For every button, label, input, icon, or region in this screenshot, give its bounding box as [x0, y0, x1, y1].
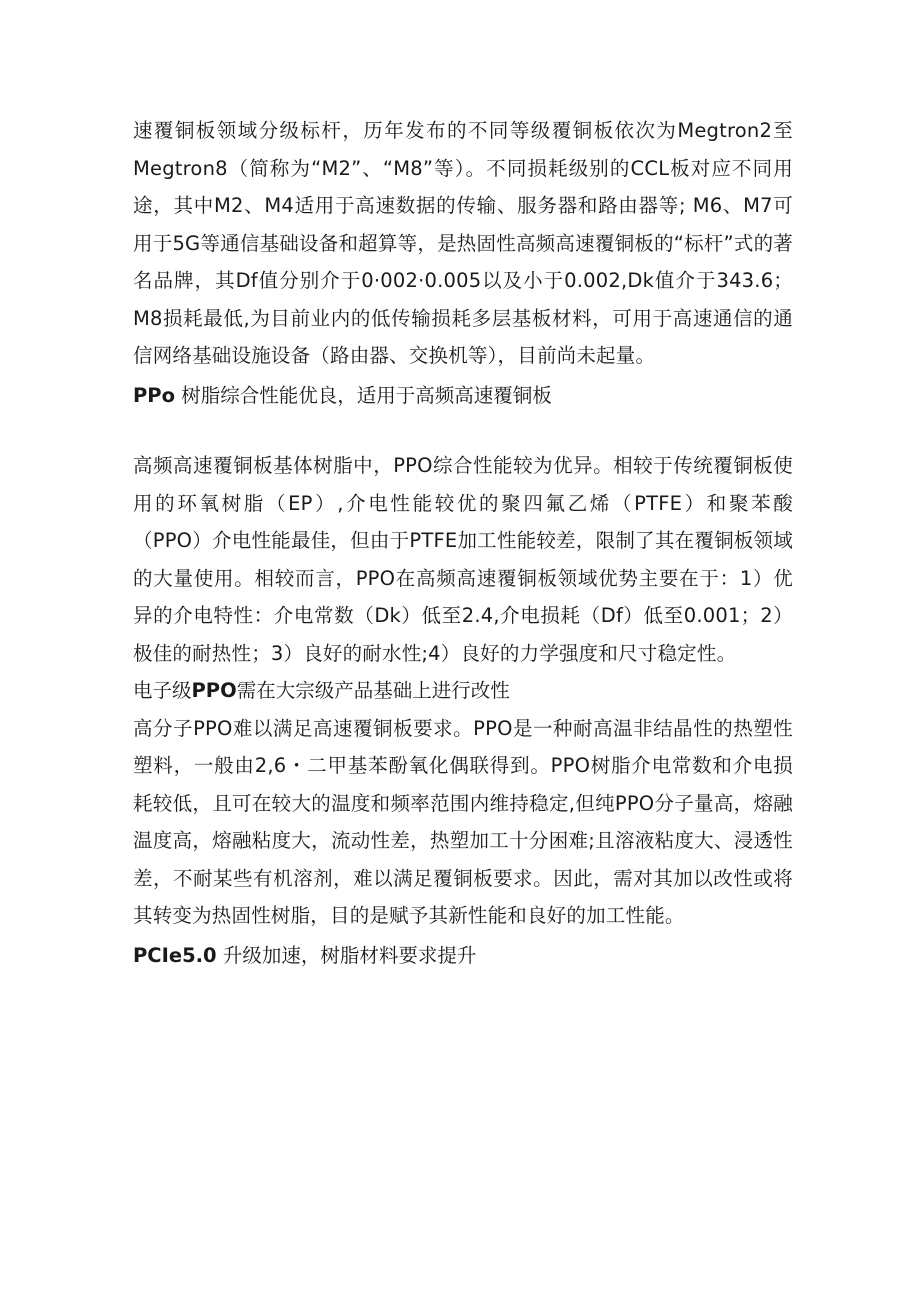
- heading-text: 树脂综合性能优良，适用于高频高速覆铜板: [181, 383, 552, 407]
- section-heading-ppo-resin: [133, 377, 793, 415]
- heading-lead: PCIe5.0: [133, 943, 217, 967]
- heading-lead: PPO: [191, 679, 237, 702]
- heading-text: 升级加速，树脂材料要求提升: [222, 943, 477, 967]
- section-heading-electronic-ppo: [133, 672, 793, 710]
- heading-prefix: 电子级: [133, 679, 192, 702]
- heading-text: 需在大宗级产品基础上进行改性: [236, 679, 510, 702]
- paragraph-megtron: 速覆铜板领域分级标杆，历年发布的不同等级覆铜板依次为Megtron2至Megtron8（简称为“M2”、“M8”等）。不同损耗级别的CCL板对应不同用途，其中M2、M4适用于高速数据的传输、服务器和路由器等; M6、M7可用于5G等通信基础设备和超算等，是热固性高频高速覆铜板的“标杆”式的著名品牌，其Df值分别介于0·002·0.005以及小于0.002,Dk值介于343.6； M8损耗最低,为目前业内的低传输损耗多层基板材料，可用于高速通信的通信网络基础设施设备（路由器、交换机等），目前尚未起量。: [133, 119, 793, 367]
- paragraph-ppo-advantages: 高频高速覆铜板基体树脂中，PPO综合性能较为优异。相较于传统覆铜板使用的环氧树脂（EP）,介电性能较优的聚四氟乙烯（PTFE）和聚苯酸（PPO）介电性能最佳，但由于PTFE加工性能较差，限制了其在覆铜板领域的大量使用。相较而言，PPO在高频高速覆铜板领域优势主要在于：1）优异的介电特性：介电常数（Dk）低至2.4,介电损耗（Df）低至0.001；2）极佳的耐热性；3）良好的耐水性;4）良好的力学强度和尺寸稳定性。: [133, 454, 793, 665]
- paragraph-ppo-modification: 高分子PPO难以满足高速覆铜板要求。PPO是一种耐高温非结晶性的热塑性塑料，一般由2,6・二甲基苯酚氧化偶联得到。PPO树脂介电常数和介电损耗较低，且可在较大的温度和频率范围内维持稳定,但纯PPO分子量高，熔融温度高，熔融粘度大，流动性差，热塑加工十分困难;且溶液粘度大、浸透性差，不耐某些有机溶剂，难以满足覆铜板要求。因此，需对其加以改性或将其转变为热固性树脂，目的是赋予其新性能和良好的加工性能。: [133, 716, 793, 927]
- document-body: [133, 112, 793, 974]
- section-heading-pcie: [133, 937, 793, 975]
- heading-lead: PPo: [133, 383, 175, 407]
